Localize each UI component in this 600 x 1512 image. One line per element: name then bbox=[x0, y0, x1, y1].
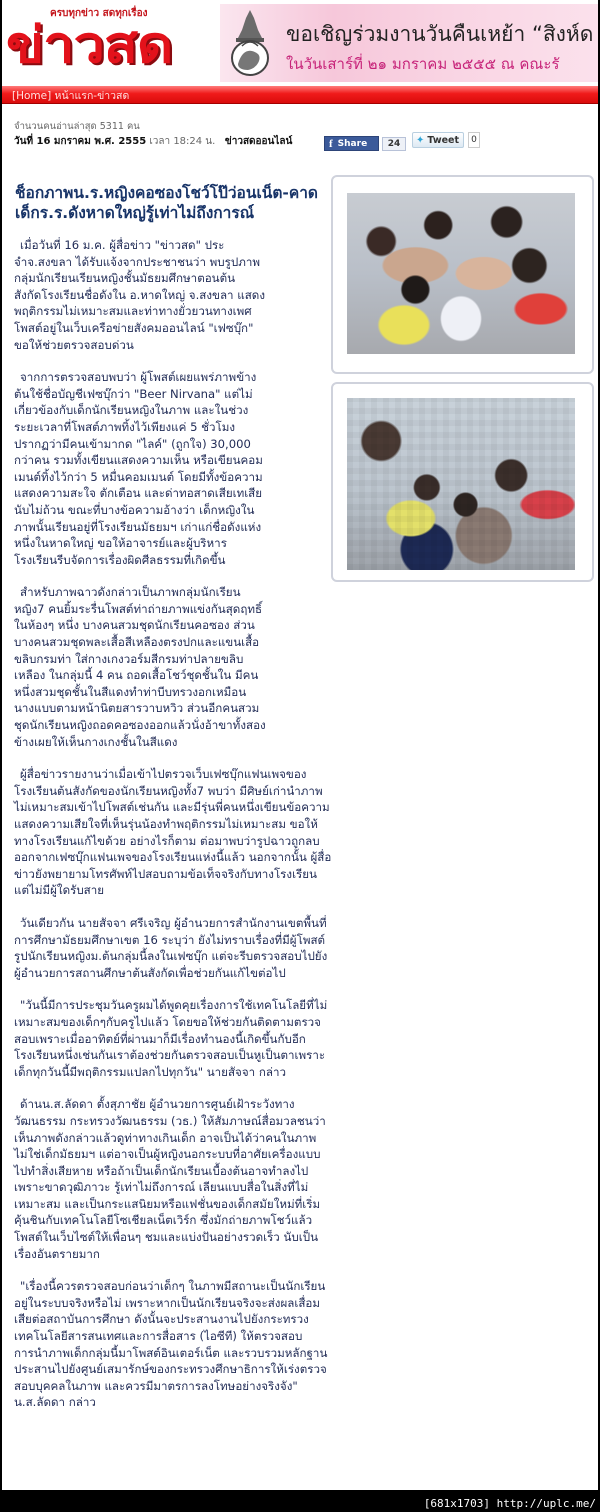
image-watermark: [681x1703] http://uplc.me/ bbox=[423, 1497, 596, 1510]
facebook-share-count: 24 bbox=[382, 137, 406, 151]
facebook-share-label: Share bbox=[337, 138, 368, 149]
publish-source: ข่าวสดออนไลน์ bbox=[224, 136, 293, 147]
article-photo[interactable] bbox=[347, 398, 575, 570]
page bbox=[2, 0, 598, 1490]
article-paragraph: สำหรับภาพฉาวดังกล่าวเป็นภาพกลุ่มนักเรียนหญิง7 คนยิ้มระรื่นโพสต์ท่าถ่ายภาพแข่งกันสุดฤทธิ์ในห้องๆ หนึ่ง บางคนสวมชุดนักเรียนคอซอง ส่วนบางคนสวมชุดพละเสื้อสีเหลืองตรงปกและแขนเสื้อขลิบกรมท่า ใส่กางเกงวอร์มสีกรมท่าปลายขลิบเหลือง ในกลุ่มนี้ 4 คน ถอดเสื้อโชว์ชุดชั้นใน มีคนหนึ่งสวมชุดชั้นในสีแดงทำท่าบีบทรวงอกเหมือนนางแบบตามหน้านิตยสารวาบหวิว ส่วนอีกคนสวมชุดนักเรียนหญิงถอดคอซองออกแล้วนั่งอ้าขาทั้งสองข้างเผยให้เห็นกางเกงชั้นในสีแดง bbox=[14, 585, 266, 749]
article-paragraph: วันเดียวกัน นายสัจจา ศรีเจริญ ผู้อำนวยการสำนักงานเขตพื้นที่การศึกษามัธยมศึกษาเขต 16 ระบุว่า ยังไม่ทราบเรื่องที่มีผู้โพสต์รูปนักเรียนหญิงม.ต้นกลุ่มนี้ลงในเฟซบุ๊ก แต่จะรีบตรวจสอบไปยังผู้อำนวยการสถานศึกษาต้นสังกัดเพื่อช่วยกันแก้ไขต่อไป bbox=[14, 915, 328, 980]
article-body bbox=[14, 237, 332, 1427]
article-paragraph: "เรื่องนี้ควรตรวจสอบก่อนว่าเด็กๆ ในภาพมีสถานะเป็นนักเรียนอยู่ในระบบจริงหรือไม่ เพราะหากเป็นนักเรียนจริงจะส่งผลเสื่อมเสียต่อสถาบันการศึกษา ดังนั้นจะประสานงานไปยังกระทรวงเทคโนโลยีสารสนเทศและการสื่อสาร (ไอซีที) ให้ตรวจสอบการนำภาพเด็กกลุ่มนี้มาโพสต์อินเตอร์เน็ต และรวบรวมหลักฐานประสานไปยังศูนย์เสมารักษ์ของกระทรวงศึกษาธิการให้เร่งตรวจสอบบุคคลในภาพ และควรมีมาตรการลงโทษอย่างจริงจัง" น.ส.ลัดดา กล่าว bbox=[14, 1279, 328, 1410]
facebook-share-button[interactable] bbox=[324, 136, 379, 151]
article-photo[interactable] bbox=[347, 193, 575, 354]
logo-tagline: ครบทุกข่าว สดทุกเรื่อง bbox=[50, 8, 148, 19]
banner-title: ขอเชิญร่วมงานวันคืนเหย้า “สิงห์ด bbox=[286, 22, 594, 46]
article-photo-frame[interactable] bbox=[331, 175, 594, 374]
facebook-icon: f bbox=[329, 137, 333, 150]
breadcrumb-link[interactable]: [Home] หน้าแรก-ข่าวสด bbox=[12, 90, 130, 102]
publish-time: เวลา 18:24 น. bbox=[149, 136, 216, 147]
publish-date: วันที่ 16 มกราคม พ.ศ. 2555 bbox=[14, 136, 147, 147]
article-paragraph: จากการตรวจสอบพบว่า ผู้โพสต์เผยแพร่ภาพข้างต้นใช้ชื่อบัญชีเฟซบุ๊กว่า "Beer Nirvana" แต่ไม่เกี่ยวข้องกับเด็กนักเรียนหญิงในภาพ และในช่วงระยะเวลาที่โพสต์ภาพทิ้งไว้เพียงแค่ 5 ชั่วโมง ปรากฏว่ามีคนเข้ามากด "ไลค์" (ถูกใจ) 30,000 กว่าคน รวมทั้งเขียนแสดงความเห็น หรือเขียนคอมเมนต์ทิ้งไว้กว่า 5 หมื่นคอมเมนต์ โดยมีทั้งข้อความแสดงความสะใจ ตักเตือน และด่าทอสาดเสียเทเสียนับไม่ถ้วน ขณะที่บางข้อความอ้างว่า เด็กหญิงในภาพนั้นเรียนอยู่ที่โรงเรียนมัธยมฯ เก่าแก่ชื่อดังแห่งหนึ่งในหาดใหญ่ ขอให้อาจารย์และผู้บริหารโรงเรียนรีบจัดการเรื่องผิดศีลธรรมที่เกิดขึ้น bbox=[14, 370, 263, 567]
site-header bbox=[2, 0, 598, 84]
banner-subtitle: ในวันเสาร์ที่ ๒๑ มกราคม ๒๕๕๕ ณ คณะรั bbox=[286, 55, 560, 73]
dateline bbox=[14, 134, 292, 149]
read-count: จำนวนคนอ่านล่าสุด 5311 คน bbox=[14, 121, 140, 132]
tweet-label: Tweet bbox=[427, 134, 460, 146]
breadcrumb-bar bbox=[2, 86, 598, 104]
article-paragraph: "วันนี้มีการประชุมวันครูผมได้พูดคุยเรื่องการใช้เทคโนโลยีที่ไม่เหมาะสมของเด็กๆกับครูไปแล้ว โดยขอให้ช่วยกันติดตามตรวจสอบเพราะเมื่ออาทิตย์ที่ผ่านมาก็มีเรื่องทำนองนี้เกิดขึ้นกับอีกโรงเรียนหนึ่งเช่นกันเราต้องช่วยกันตรวจสอบเป็นหูเป็นตาเพราะเด็กทุกวันนี้มีพฤติกรรมแปลกไปทุกวัน" นายสัจจา กล่าว bbox=[14, 998, 328, 1079]
article-paragraph: เมื่อวันที่ 16 ม.ค. ผู้สื่อข่าว "ข่าวสด" ประจำจ.สงขลา ได้รับแจ้งจากประชาชนว่า พบรูปภาพกลุ่มนักเรียนเรียนหญิงชั้นมัธยมศึกษาตอนต้น สังกัดโรงเรียนชื่อดังใน อ.หาดใหญ่ จ.สงขลา แสดงพฤติกรรมไม่เหมาะสมและท่าทางยั่วยวนทางเพศ โพสต์อยู่ในเว็บเครือข่ายสังคมออนไลน์ "เฟซบุ๊ก" ขอให้ช่วยตรวจสอบด่วน bbox=[14, 238, 265, 352]
event-banner-ad[interactable] bbox=[220, 4, 598, 82]
article-headline: ช็อกภาพน.ร.หญิงคอซองโชว์โป๊ว่อนเน็ต-คาดเด็กร.ร.ดังหาดใหญ่รู้เท่าไม่ถึงการณ์ bbox=[15, 184, 318, 222]
article-paragraph: ผู้สื่อข่าวรายงานว่าเมื่อเข้าไปตรวจเว็บเฟซบุ๊กแฟนเพจของโรงเรียนต้นสังกัดของนักเรียนหญิงทั้ง7 พบว่า มีศิษย์เก่านำภาพไม่เหมาะสมเข้าไปโพสต์เช่นกัน และมีรุ่นพี่คนหนึ่งเขียนข้อความแสดงความเสียใจที่เห็นรุ่นน้องทำพฤติกรรมไม่เหมาะสม ขอให้ทางโรงเรียนแก้ไขด้วย อย่างไรก็ตาม ต่อมาพบว่ารูปฉาวถูกลบออกจากเฟซบุ๊กแฟนเพจของโรงเรียนแห่งนี้แล้ว นอกจากนั้น ผู้สื่อข่าวยังพยายามโทรศัพท์ไปสอบถามข้อเท็จจริงกับทางโรงเรียน แต่ไม่มีผู้ใดรับสาย bbox=[14, 767, 332, 898]
logo-wordmark: ข่าวสด bbox=[6, 16, 173, 74]
tweet-button[interactable] bbox=[412, 132, 464, 148]
tweet-count: 0 bbox=[468, 132, 480, 148]
site-logo[interactable] bbox=[6, 2, 190, 78]
twitter-bird-icon: ✦ bbox=[416, 134, 425, 146]
article-photo-frame[interactable] bbox=[331, 382, 594, 582]
university-emblem-icon bbox=[228, 8, 272, 78]
article-paragraph: ด้านน.ส.ลัดดา ตั้งสุภาชัย ผู้อำนวยการศูนย์เฝ้าระวังทางวัฒนธรรม กระทรวงวัฒนธรรม (วธ.) ให้สัมภาษณ์สื่อมวลชนว่า เห็นภาพดังกล่าวแล้วดูท่าทางเกินเด็ก อาจเป็นได้ว่าคนในภาพไม่ใช่เด็กมัธยมฯ แต่อาจเป็นผู้หญิงนอกระบบที่อาศัยเครื่องแบบไปทำสิ่งเสียหาย หรือถ้าเป็นเด็กนักเรียนเบื้องต้นอาจทำลงไปเพราะขาดวุฒิภาวะ รู้เท่าไม่ถึงการณ์ เลียนแบบสื่อในสิ่งที่ไม่เหมาะสม และเป็นกระแสนิยมหรือแฟชั่นของเด็กสมัยใหม่ที่เริ่มคุ้นชินกับเทคโนโลยีโซเชียลเน็ตเวิร์ก ซึ่งมักถ่ายภาพโชว์แล้วโพสต์ในเว็บไซต์ให้เพื่อนๆ ชมและแบ่งปันอย่างรวดเร็ว นับเป็นเรื่องอันตรายมาก bbox=[14, 1097, 326, 1261]
